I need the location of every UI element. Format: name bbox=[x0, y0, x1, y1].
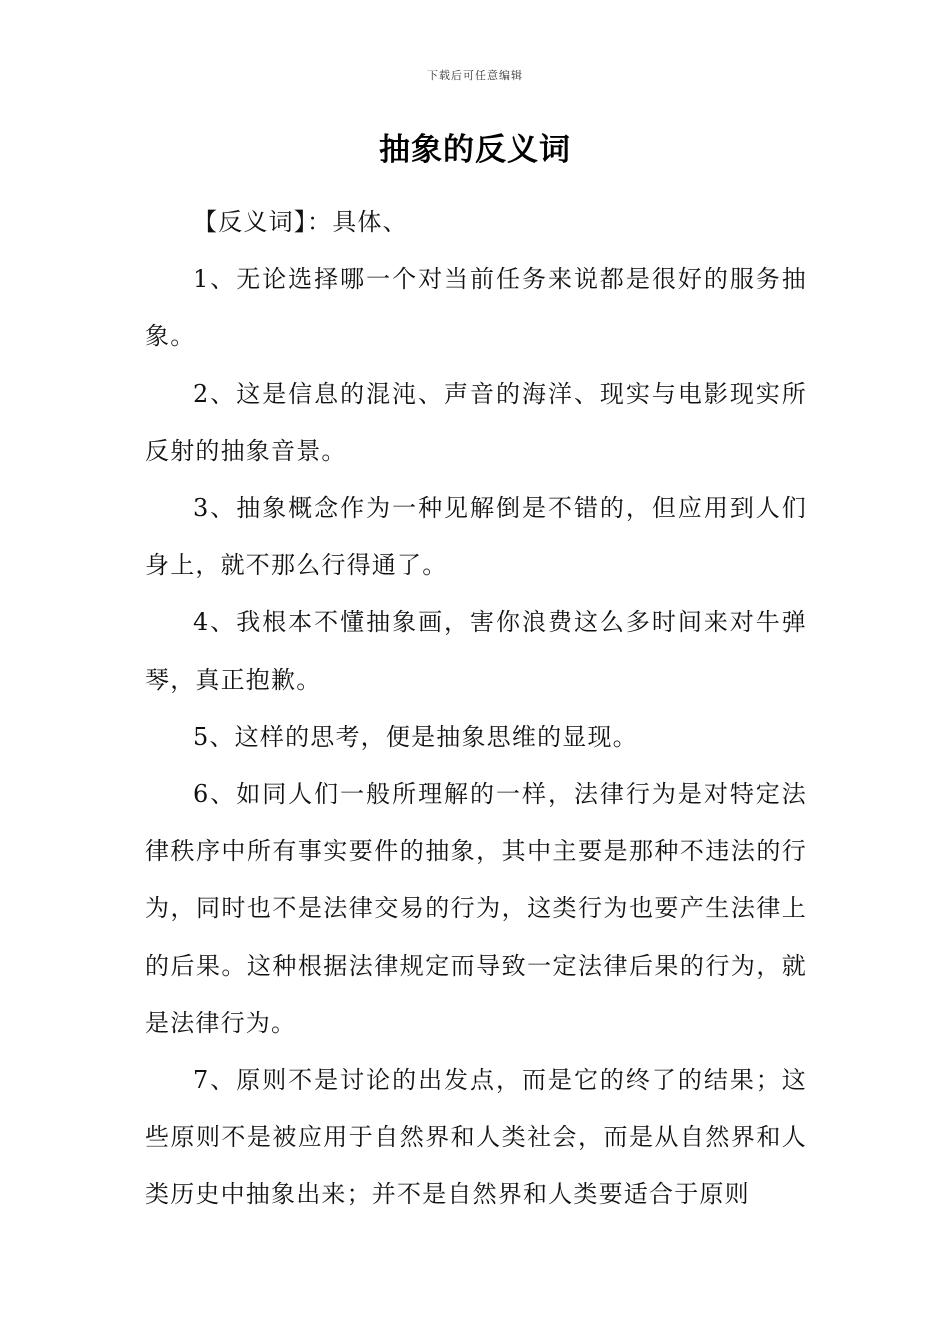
paragraph-3: 3、抽象概念作为一种见解倒是不错的，但应用到人们身上，就不那么行得通了。 bbox=[145, 494, 807, 580]
document-body bbox=[145, 194, 807, 1224]
document-title: 抽象的反义词 bbox=[379, 132, 571, 168]
paragraph-2: 2、这是信息的混沌、声音的海洋、现实与电影现实所反射的抽象音景。 bbox=[145, 379, 807, 465]
paragraph-1: 1、无论选择哪一个对当前任务来说都是很好的服务抽象。 bbox=[145, 265, 807, 351]
paragraph-7: 7、原则不是讨论的出发点，而是它的终了的结果；这些原则不是被应用于自然界和人类社会，而是从自然界和人类历史中抽象出来；并不是自然界和人类要适合于原则 bbox=[145, 1066, 807, 1209]
paragraph-4: 4、我根本不懂抽象画，害你浪费这么多时间来对牛弹琴，真正抱歉。 bbox=[145, 608, 807, 694]
paragraph-antonym: 【反义词】：具体、 bbox=[193, 208, 408, 236]
paragraph-6: 6、如同人们一般所理解的一样，法律行为是对特定法律秩序中所有事实要件的抽象，其中主要是那种不违法的行为，同时也不是法律交易的行为，这类行为也要产生法律上的后果。这种根据法律规定而导致一定法律后果的行为，就是法律行为。 bbox=[145, 780, 807, 1037]
paragraph-5: 5、这样的思考，便是抽象思维的显现。 bbox=[193, 722, 638, 751]
header-note: 下载后可任意编辑 bbox=[427, 69, 523, 82]
